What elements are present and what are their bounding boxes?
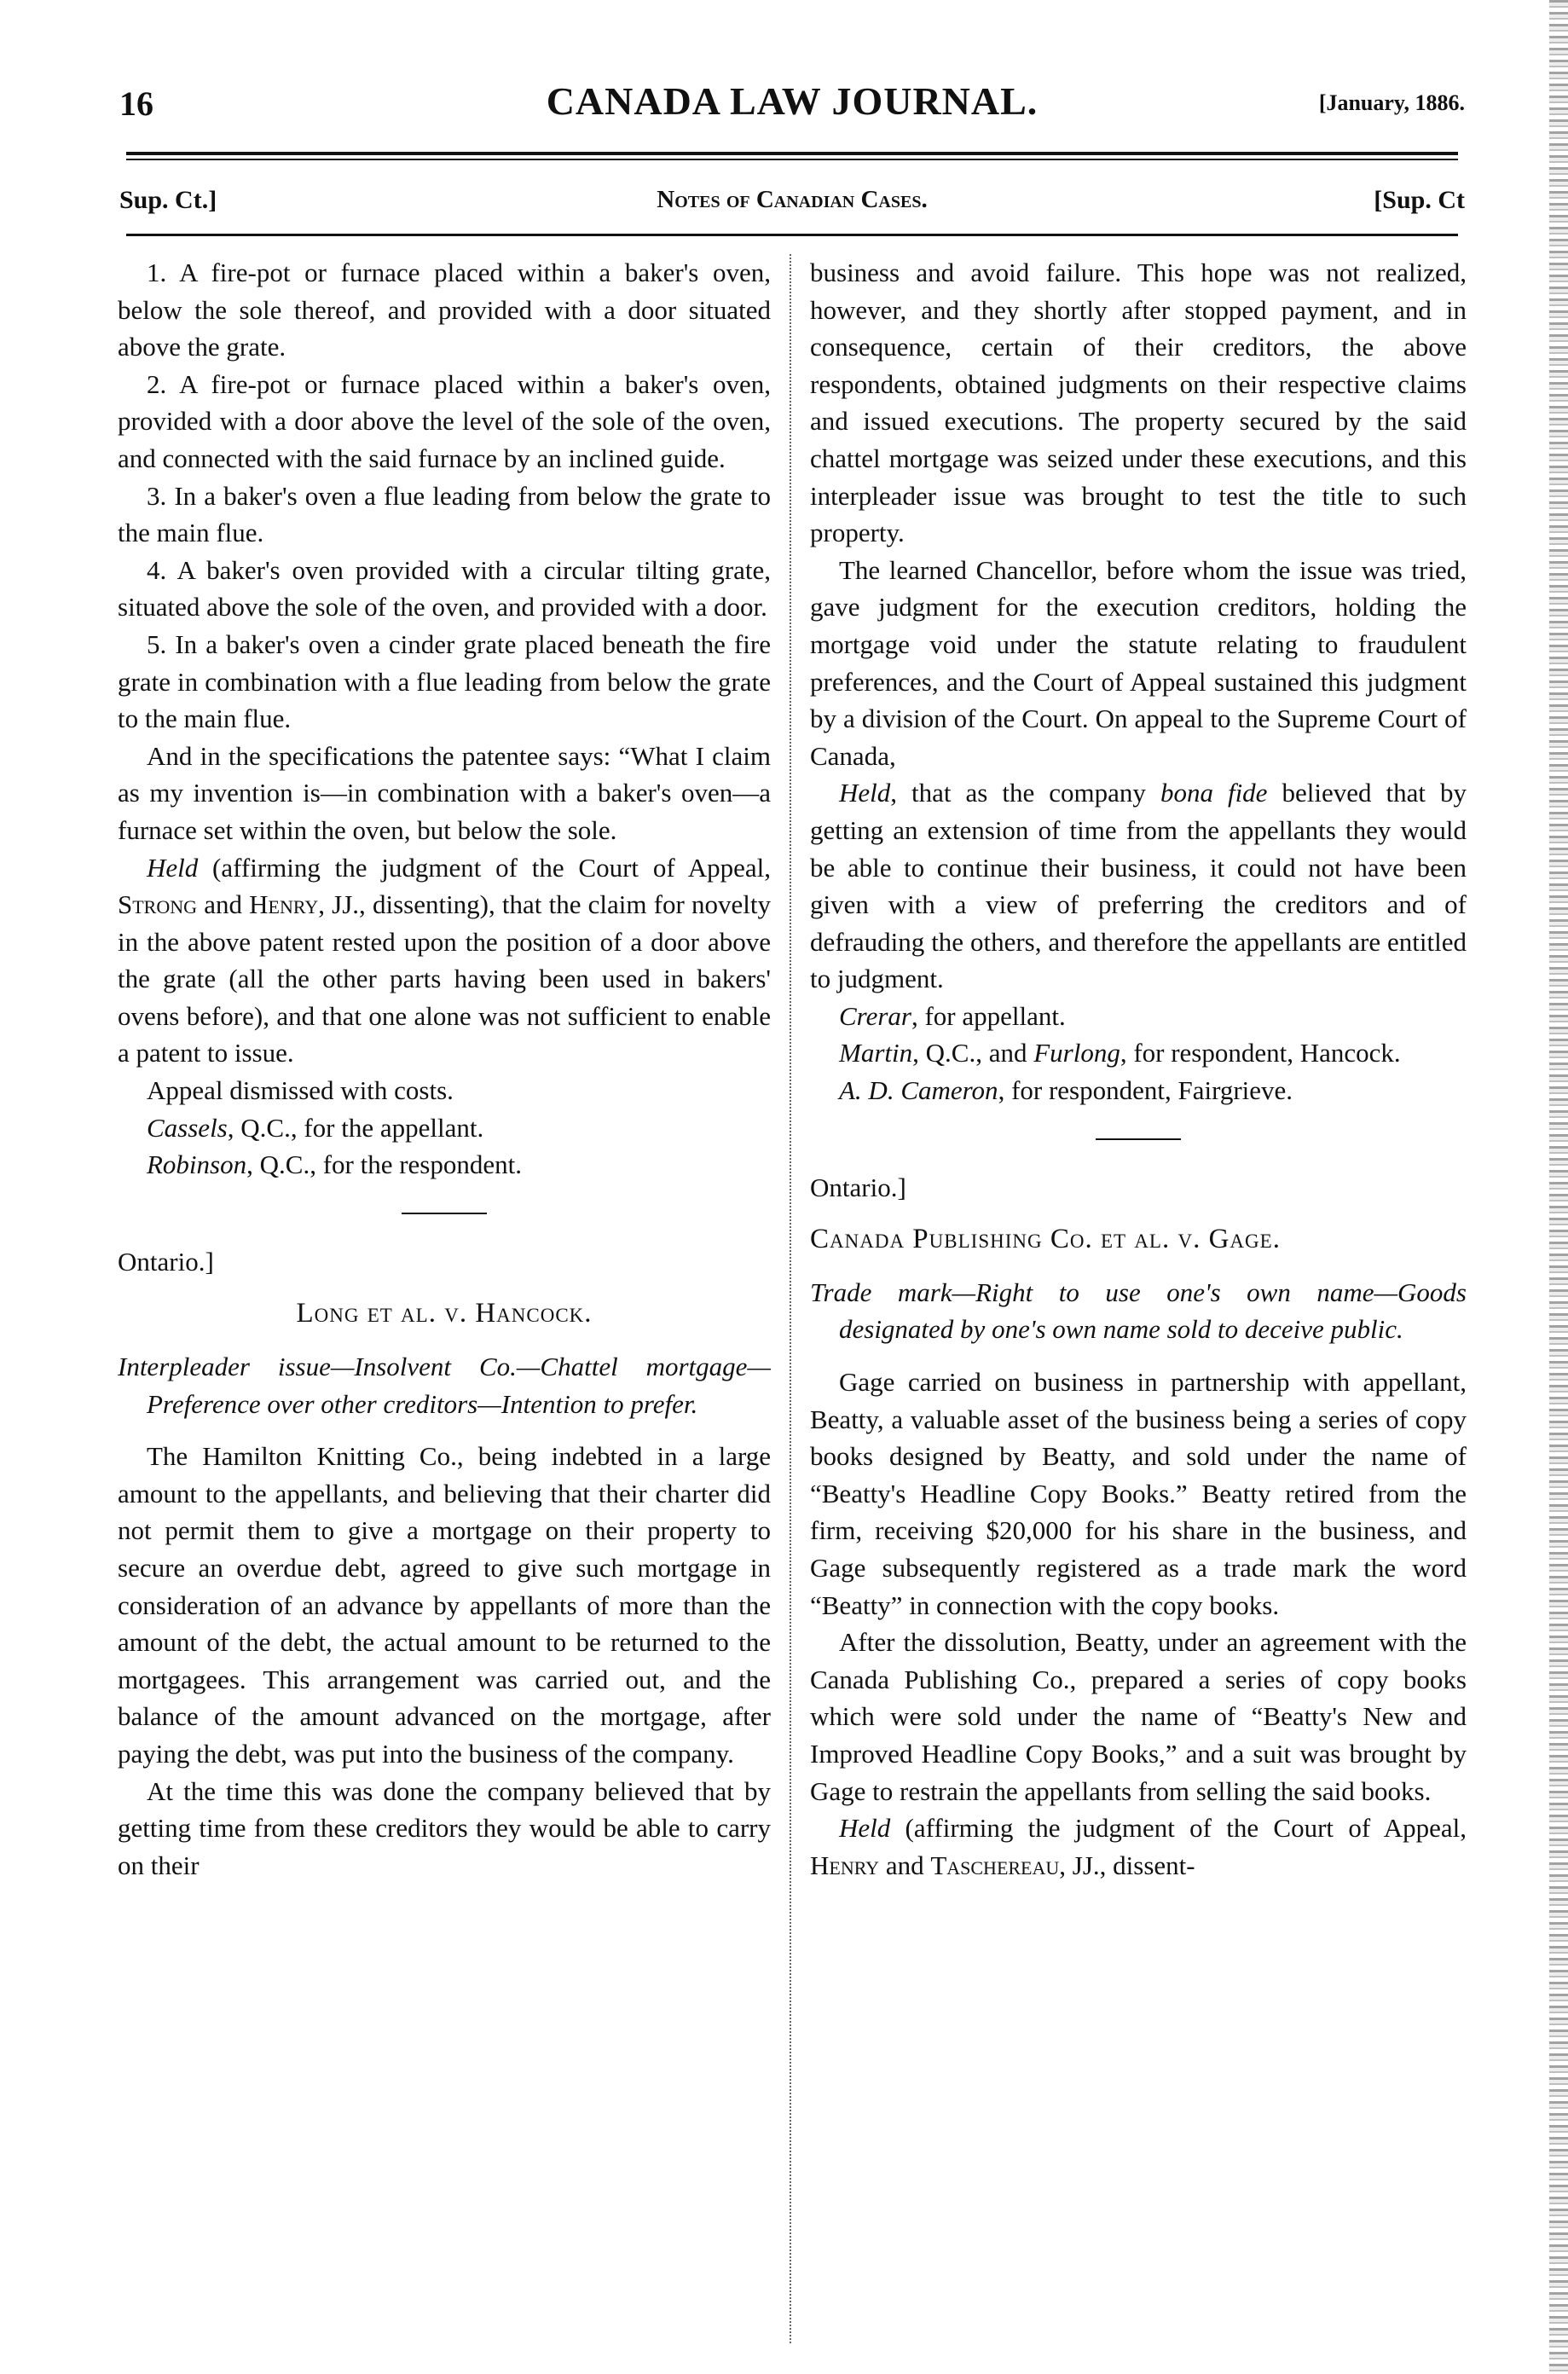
section-right-label: [Sup. Ct [1374,186,1465,214]
text-run: After the dissolution, Beatty, under an agreement with the Canada Publishing Co., prepared a series of copy books which were sold under the name of “Beatty's New and Improved Headline Copy Books,” and a suit was brought by Gage to restrain the appellants from selling the said books. [810,1627,1467,1806]
text-run: Trade mark—Right to use one's own name—Goods designated by one's own name sold to deceive public. [810,1277,1467,1345]
text-run: and [879,1850,931,1880]
paragraph [810,254,1467,552]
text-run: (affirming the judgment of the Court of Appeal, [198,852,771,883]
section-divider [1096,1138,1181,1140]
text-run: , that as the company [890,778,1160,808]
small-caps-text: Henry [249,889,319,920]
paragraph [810,1221,1467,1259]
paragraph [118,1438,771,1772]
text-run: Appeal dismissed with costs. [147,1075,454,1106]
text-run: , Q.C., and [912,1038,1034,1068]
text-run: , Q.C., for the appellant. [227,1112,484,1143]
paragraph [118,1295,771,1333]
paragraph [810,1624,1467,1809]
small-caps-text: Taschereau [930,1850,1060,1880]
header-rule-bottom [126,159,1458,160]
italic-text: Held [839,778,891,808]
italic-text: Crerar [839,1000,911,1031]
italic-text: Cassels [147,1112,228,1143]
paragraph [118,1072,771,1109]
text-run: business and avoid failure. This hope was not realized, however, and they shortly after stopped payment, and in consequence, certain of their creditors, the above respondents, obtained judgments on their respective claims and issued executions. The property secured by the said chattel mortgage was seized under these executions, and this interpleader issue was brought to test the title to such property. [810,258,1467,548]
section-divider [402,1213,487,1214]
section-left-label: Sup. Ct.] [119,186,217,214]
text-run: 4. A baker's oven provided with a circular tilting grate, situated above the sole of the oven, and provided with a door. [118,554,771,622]
paragraph [118,254,771,366]
small-caps-text: Henry [810,1850,880,1880]
italic-text: Held [839,1813,891,1844]
paragraph [118,478,771,552]
paragraph [810,1034,1467,1072]
paragraph [118,738,771,849]
paragraph [118,1243,771,1281]
paragraph [118,1773,771,1885]
text-run: At the time this was done the company believed that by getting time from these creditors they would be able to carry on their [118,1775,771,1880]
paragraph [118,552,771,626]
paragraph [118,1109,771,1147]
text-run: 1. A fire-pot or furnace placed within a baker's oven, below the sole thereof, and provided with a door situated above the grate. [118,258,771,362]
issue-date: [January, 1886. [1318,90,1465,115]
italic-text: Held [147,852,199,883]
paragraph [118,626,771,738]
italic-text: Robinson [147,1149,247,1180]
paragraph [118,366,771,478]
right-column [810,254,1467,1884]
italic-text: bona fide [1160,778,1268,808]
text-run: The Hamilton Knitting Co., being indebted in a large amount to the appellants, and believing that their charter did not permit them to give a mortgage on their property to secure an overdue debt, agreed to give such mortgage in consideration of an advance by appellants of more than the amount of the debt, the actual amount to be returned to the mortgagees. This arrangement was carried out, and the balance of the amount advanced on the mortgage, after paying the debt, was put into the business of the company. [118,1441,771,1769]
text-run: Interpleader issue—Insolvent Co.—Chattel mortgage—Preference over other creditors—Intention to prefer. [118,1352,771,1419]
header-rule-top [126,152,1458,155]
paragraph [810,1274,1467,1348]
section-rule [126,234,1458,236]
text-run: 3. In a baker's oven a flue leading from below the grate to the main flue. [118,480,771,548]
text-run: , for respondent, Fairgrieve. [998,1075,1293,1106]
paragraph [810,1364,1467,1624]
paragraph [810,774,1467,998]
paragraph [810,1809,1467,1884]
page-number: 16 [119,84,153,123]
text-run: And in the specifications the patentee says: “What I claim as my invention is—in combination with a baker's oven—a furnace set within the oven, but below the sole. [118,740,771,845]
text-run: , for appellant. [911,1000,1066,1031]
text-run: (affirming the judgment of the Court of Appeal, [890,1813,1467,1844]
paragraph [810,552,1467,775]
text-run: Ontario.] [118,1246,214,1277]
text-run: believed that by getting an extension of time from the appellants they would be able to continue their business, it could not have been given with a view of preferring the creditors and of defrauding the others, and therefore the appellants are entitled to judgment. [810,778,1467,994]
section-header [119,186,1465,223]
text-run: The learned Chancellor, before whom the issue was tried, gave judgment for the execution creditors, holding the mortgage void under the statute relating to fraudulent preferences, and the Court of Appeal sustained this judgment by a division of the Court. On appeal to the Supreme Court of Canada, [810,554,1467,771]
paragraph [810,998,1467,1035]
paragraph [810,1169,1467,1207]
italic-text: A. D. Cameron [839,1075,998,1106]
text-run: Gage carried on business in partnership with appellant, Beatty, a valuable asset of the business being a series of copy books designed by Beatty, and sold under the name of “Beatty's Headline Copy Books.” Beatty retired from the firm, receiving $20,000 for his share in the business, and Gage subsequently registered as a trade mark the word “Beatty” in connection with the copy books. [810,1367,1467,1620]
paragraph [118,1348,771,1422]
italic-text: Martin [839,1038,913,1068]
column-separator [790,254,791,2343]
text-run: , Q.C., for the respondent. [246,1149,522,1180]
small-caps-text: Canada Publishing Co. et al. v. Gage. [810,1224,1281,1255]
small-caps-text: Strong [118,889,198,920]
text-run: and [197,889,250,920]
paragraph [118,1146,771,1184]
text-run: , JJ., dissent- [1059,1850,1195,1880]
running-header [119,78,1465,130]
small-caps-text: Long et al. v. Hancock. [296,1298,593,1329]
text-run: 5. In a baker's oven a cinder grate placed beneath the fire grate in combination with a flue leading from below the grate to the main flue. [118,628,771,734]
text-run: , JJ., dissenting), that the claim for novelty in the above patent rested upon the position of a door above the grate (all the other parts having been used in bakers' ovens before), and that one alone was not sufficient to enable a patent to issue. [118,889,771,1068]
text-run: Ontario.] [810,1172,906,1202]
text-run: , for respondent, Hancock. [1120,1038,1401,1068]
italic-text: Furlong [1033,1038,1120,1068]
paragraph [810,1072,1467,1109]
scan-edge [1549,0,1568,2374]
text-run: 2. A fire-pot or furnace placed within a baker's oven, provided with a door above the level of the sole of the oven, and connected with the said furnace by an inclined guide. [118,368,771,473]
journal-title: CANADA LAW JOURNAL. [546,79,1039,123]
section-title: Notes of Canadian Cases. [657,186,928,213]
left-column [118,254,771,1884]
paragraph [118,849,771,1073]
